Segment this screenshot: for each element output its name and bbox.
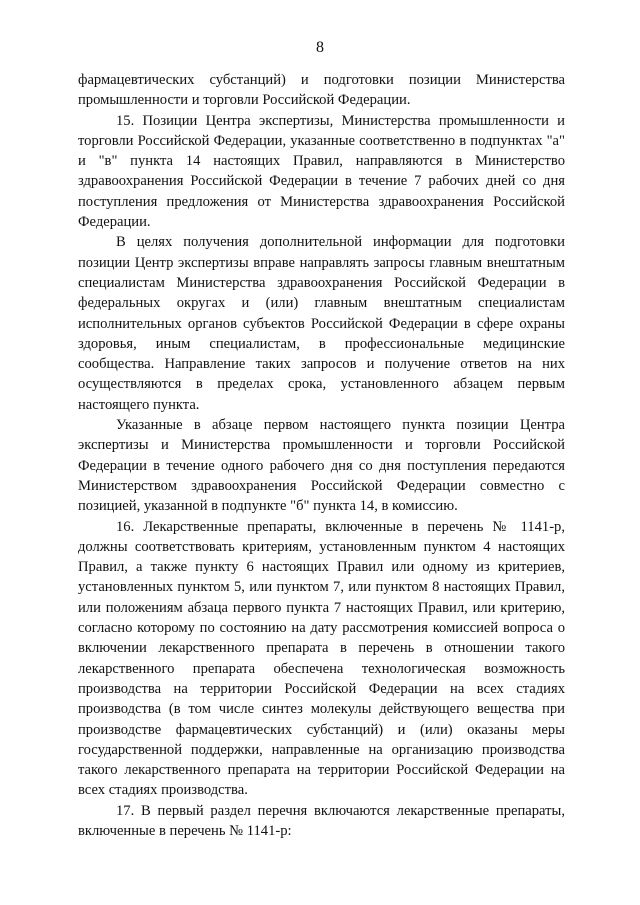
paragraph-item-15-part-2: В целях получения дополнительной информации для подготовки позиции Центр экспертизы вправе направлять запросы главным внештатным специалистам Министерства здравоохранения Российской Федерации в федеральных округах и (или) главным внештатным специалистам исполнительных органов субъектов Российской Федерации в сфере охраны здоровья, иным специалистам, в профессиональные медицинские сообщества. Направление таких запросов и получение ответов на них осуществляются в пределах срока, установленного абзацем первым настоящего пункта.	[78, 234, 565, 413]
paragraph-continuation: фармацевтических субстанций) и подготовки позиции Министерства промышленности и торговли Российской Федерации.	[78, 72, 565, 109]
page-number: 8	[316, 39, 324, 56]
paragraph-item-15-part-3: Указанные в абзаце первом настоящего пункта позиции Центра экспертизы и Министерства промышленности и торговли Российской Федерации в течение одного рабочего дня со дня поступления передаются Министерством здравоохранения Российской Федерации совместно с позицией, указанной в подпункте "б" пункта 14, в комиссию.	[78, 417, 565, 515]
paragraph-item-16: 16. Лекарственные препараты, включенные в перечень № 1141-р, должны соответствовать критериям, установленным пунктом 4 настоящих Правил, а также пункту 6 настоящих Правил или одному из критериев, установленных пунктом 5, или пунктом 7, или пунктом 8 настоящих Правил, или положениям абзаца первого пункта 7 настоящих Правил, или критерию, согласно которому по состоянию на дату рассмотрения комиссией вопроса о включении лекарственного препарата в перечень в отношении такого лекарственного препарата обеспечена технологическая возможность производства на территории Российской Федерации на всех стадиях производства (в том числе синтез молекулы действующего вещества при производстве фармацевтических субстанций) и (или) оказаны меры государственной поддержки, направленные на организацию производства такого лекарственного препарата на территории Российской Федерации на всех стадиях производства.	[78, 518, 565, 799]
document-body	[78, 70, 565, 841]
paragraph-item-17: 17. В первый раздел перечня включаются лекарственные препараты, включенные в перечень № 1141-р:	[78, 802, 565, 839]
paragraph-item-15: 15. Позиции Центра экспертизы, Министерства промышленности и торговли Российской Федерации, указанные соответственно в подпунктах "а" и "в" пункта 14 настоящих Правил, направляются в Министерство здравоохранения Российской Федерации в течение 7 рабочих дней со дня поступления предложения от Министерства здравоохранения Российской Федерации.	[78, 112, 565, 231]
